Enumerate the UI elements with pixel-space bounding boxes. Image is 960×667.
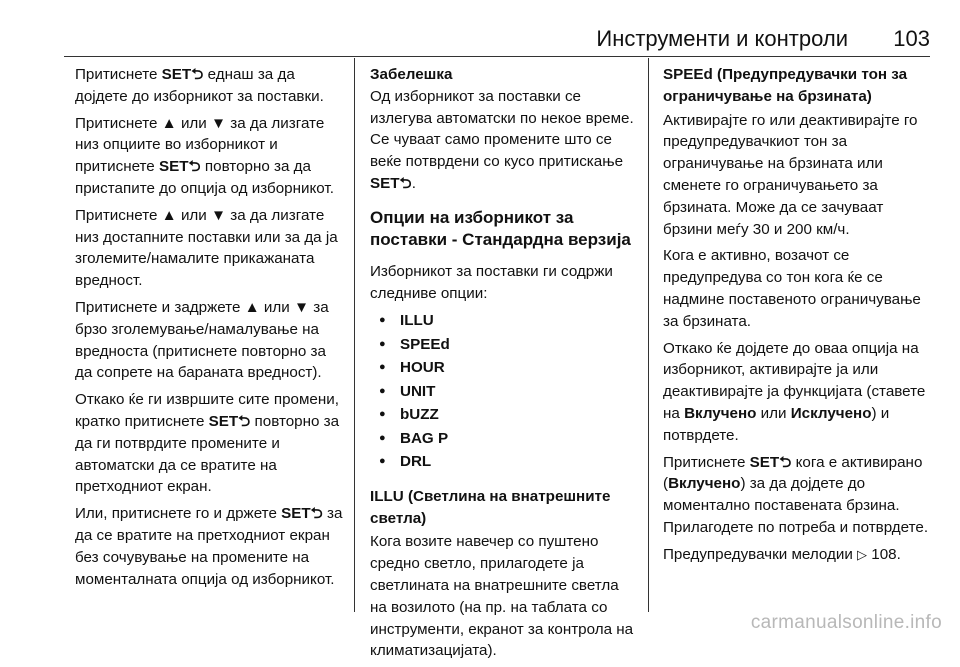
column-3 — [663, 64, 929, 571]
up-arrow-icon: ▲ — [244, 298, 260, 316]
paragraph: Кога е активно, возачот се предупредува со тон кога ќе се надмине поставеното ограничување за брзината. — [663, 247, 921, 330]
note-title: Забелешка — [370, 66, 453, 83]
list-item: ● ILLU — [370, 309, 636, 333]
list-item: ● bUZZ — [370, 403, 636, 427]
paragraph: Притиснете ▲ или ▼ за да лизгате низ опциите во изборникот и притиснете SET⮌ повторно за да пристапите до опција од изборникот. — [75, 114, 334, 197]
list-item: ● UNIT — [370, 380, 636, 404]
paragraph: Притиснете SET⮌ еднаш за да дојдете до изборникот за поставки. — [75, 66, 324, 105]
column-divider — [354, 58, 355, 612]
paragraph: Откако ќе ги извршите сите промени, кратко притиснете SET⮌ повторно за да ги потврдите промените и автоматски да се вратите на претходниот екран. — [75, 391, 340, 496]
paragraph: Кога возите навечер со пуштено средно светло, прилагодете ја светлината на внатрешните светла на возилото (на пр. на таблата со инструменти, екранот за контрола на климатизацијата). — [370, 533, 634, 660]
down-arrow-icon: ▼ — [211, 114, 227, 132]
header-rule — [64, 56, 930, 57]
set-button-label: SET⮌ — [281, 505, 323, 523]
paragraph: Притиснете ▲ или ▼ за да лизгате низ достапните поставки или за да ја зголемите/намалите прикажаната вредност. — [75, 206, 338, 290]
page-reference-icon: ▷ — [857, 546, 868, 562]
list-item: ● DRL — [370, 450, 636, 474]
set-button-label: SET⮌ — [370, 174, 412, 192]
down-arrow-icon: ▼ — [211, 206, 227, 224]
column-divider — [648, 58, 649, 612]
paragraph: Активирајте го или деактивирајте го предупредувачкиот тон за ограничување на брзината или сменете го ограничувањето за брзината. Може да се зачуваат брзини меѓу 30 и 200 км/ч. — [663, 111, 918, 238]
paragraph: Притиснете SET⮌ кога е активирано (Вклучено) за да дојдете до моментално поставената брзина. Прилагодете по потреба и потврдете. — [663, 453, 929, 536]
paragraph: Откако ќе дојдете до оваа опција на изборникот, активирајте ја или деактивирајте ја функцијата (ставете на Вклучено или Исклучено) и потврдете. — [663, 339, 926, 444]
subheading-speed: SPEEd (Предупредувачки тон за ограничување на брзината) — [663, 66, 908, 105]
page-header — [0, 0, 960, 58]
subheading-illu: ILLU (Светлина на внатрешните светла) — [370, 487, 611, 527]
set-button-label: SET⮌ — [749, 453, 792, 471]
column-1 — [75, 64, 343, 595]
watermark: carmanualsonline.info — [750, 612, 942, 633]
back-arrow-icon: ⮌ — [238, 412, 251, 430]
list-item: ● SPEEd — [370, 333, 636, 357]
page-number: 103 — [893, 26, 930, 51]
page-title: Инструменти и контроли — [596, 26, 848, 51]
column-2 — [370, 64, 636, 667]
up-arrow-icon: ▲ — [161, 206, 177, 224]
back-arrow-icon: ⮌ — [779, 453, 792, 471]
list-item: ● HOUR — [370, 356, 636, 380]
down-arrow-icon: ▼ — [293, 298, 310, 316]
set-button-label: SET⮌ — [161, 66, 204, 83]
back-arrow-icon: ⮌ — [191, 66, 204, 83]
back-arrow-icon: ⮌ — [399, 174, 412, 192]
intro-text: Изборникот за поставки ги содржи следниве опции: — [370, 262, 613, 302]
options-list — [370, 309, 636, 474]
note-text: Од изборникот за поставки се излегува автоматски по некое време. Се чуваат само промените што се веќе потврдени со кусо притискање SET⮌. — [370, 87, 634, 192]
paragraph: Или, притиснете го и држете SET⮌ за да се вратите на претходниот екран без сочувување на промените на моменталната опција од изборникот. — [75, 505, 343, 588]
set-button-label: SET⮌ — [158, 158, 201, 176]
paragraph: Притиснете и задржете ▲ или ▼ за брзо зголемување/намалување на вредноста (притиснете повторно за да сопрете на бараната вредност). — [75, 298, 329, 382]
paragraph: Предупредувачки мелодии ▷ 108. — [663, 545, 901, 563]
list-item: ● BAG P — [370, 427, 636, 451]
up-arrow-icon: ▲ — [161, 114, 177, 132]
section-heading: Опции на изборникот за поставки - Стандардна верзија — [370, 207, 631, 249]
back-arrow-icon: ⮌ — [310, 505, 323, 523]
set-button-label: SET⮌ — [208, 412, 251, 430]
back-arrow-icon: ⮌ — [188, 158, 201, 176]
